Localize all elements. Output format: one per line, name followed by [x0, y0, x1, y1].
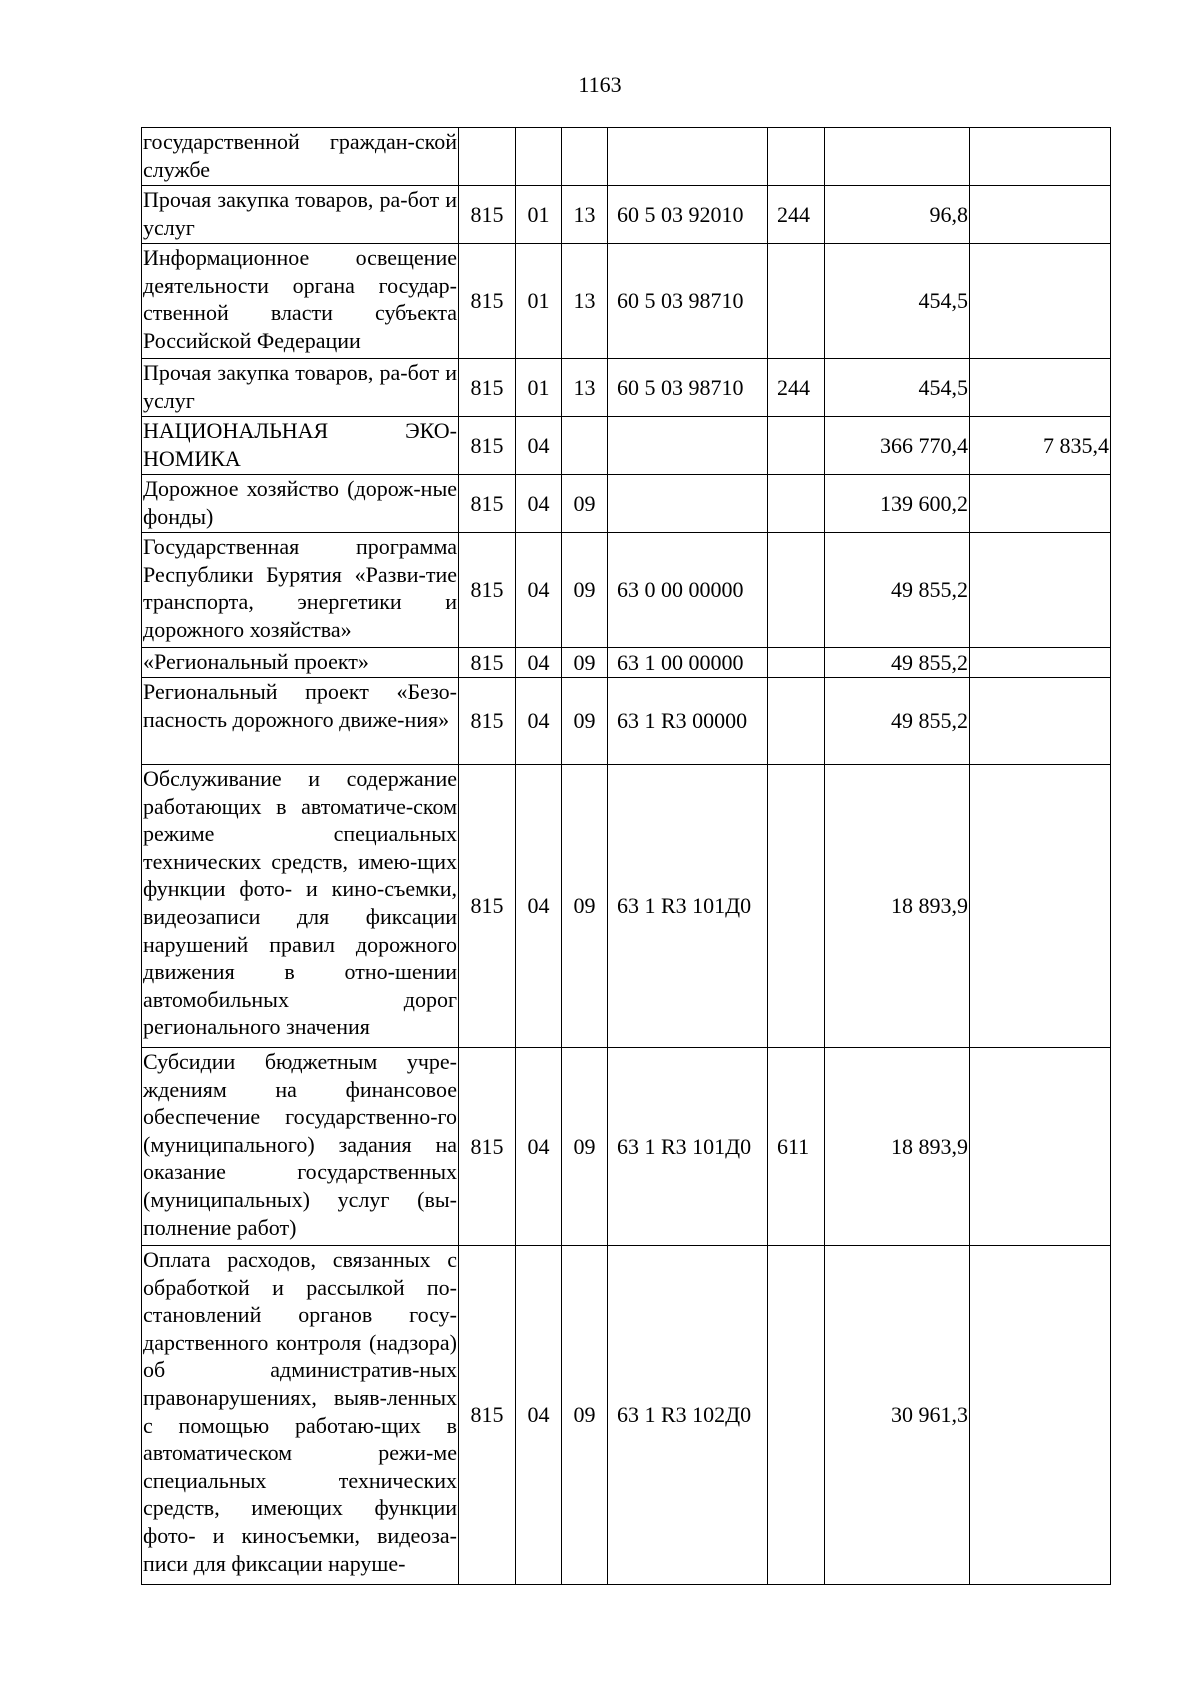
row-amount — [825, 128, 970, 186]
row-amount-secondary — [970, 765, 1111, 1048]
row-csr-code: 60 5 03 98710 — [608, 244, 768, 359]
row-gr-code: 815 — [459, 765, 516, 1048]
row-rz-code: 04 — [516, 678, 562, 765]
row-vr-code — [768, 765, 825, 1048]
row-pr-code: 13 — [562, 244, 608, 359]
row-gr-code — [459, 128, 516, 186]
row-description: Региональный проект «Безо-пасность дорожного движе-ния» — [142, 678, 459, 765]
table-row — [142, 244, 1111, 359]
row-pr-code: 09 — [562, 678, 608, 765]
row-description: Государственная программа Республики Бурятия «Разви-тие транспорта, энергетики и дорожного хозяйства» — [142, 533, 459, 648]
row-rz-code: 04 — [516, 1246, 562, 1585]
row-pr-code: 09 — [562, 648, 608, 678]
table-row — [142, 475, 1111, 533]
row-csr-code: 63 1 R3 101Д0 — [608, 1048, 768, 1246]
table-row — [142, 648, 1111, 678]
row-amount: 96,8 — [825, 186, 970, 244]
row-description: НАЦИОНАЛЬНАЯ ЭКО-НОМИКА — [142, 417, 459, 475]
row-rz-code: 01 — [516, 359, 562, 417]
row-description: Оплата расходов, связанных с обработкой и рассылкой по-становлений органов госу-дарственного контроля (надзора) об административ-ных правонарушениях, выяв-ленных с помощью работаю-щих в автоматическом режи-ме специальных технических средств, имеющих функции фото- и киносъемки, видеоза-писи для фиксации наруше- — [142, 1246, 459, 1585]
row-csr-code: 60 5 03 98710 — [608, 359, 768, 417]
row-gr-code: 815 — [459, 1246, 516, 1585]
row-rz-code: 04 — [516, 1048, 562, 1246]
row-csr-code: 63 1 R3 00000 — [608, 678, 768, 765]
row-vr-code — [768, 475, 825, 533]
row-amount-secondary — [970, 1246, 1111, 1585]
row-description: Обслуживание и содержание работающих в автоматиче-ском режиме специальных технических средств, имею-щих функции фото- и кино-съемки, видеозаписи для фиксации нарушений правил дорожного движения в отно-шении автомобильных дорог регионального значения — [142, 765, 459, 1048]
row-amount: 49 855,2 — [825, 648, 970, 678]
row-amount-secondary — [970, 533, 1111, 648]
row-amount-secondary — [970, 244, 1111, 359]
row-amount-secondary: 7 835,4 — [970, 417, 1111, 475]
row-amount: 454,5 — [825, 359, 970, 417]
row-pr-code: 09 — [562, 533, 608, 648]
row-amount: 30 961,3 — [825, 1246, 970, 1585]
page-number: 1163 — [578, 72, 622, 97]
row-amount: 18 893,9 — [825, 765, 970, 1048]
budget-table-body — [142, 128, 1111, 1585]
row-vr-code: 244 — [768, 186, 825, 244]
row-rz-code: 04 — [516, 417, 562, 475]
row-vr-code — [768, 244, 825, 359]
row-vr-code — [768, 417, 825, 475]
row-amount-secondary — [970, 678, 1111, 765]
row-rz-code: 01 — [516, 186, 562, 244]
row-amount-secondary — [970, 359, 1111, 417]
row-gr-code: 815 — [459, 678, 516, 765]
row-amount: 454,5 — [825, 244, 970, 359]
row-amount: 49 855,2 — [825, 678, 970, 765]
row-csr-code: 63 0 00 00000 — [608, 533, 768, 648]
row-description: государственной граждан-ской службе — [142, 128, 459, 186]
row-pr-code — [562, 417, 608, 475]
row-description: Субсидии бюджетным учре-ждениям на финансовое обеспечение государственно-го (муниципального) задания на оказание государственных (муниципальных) услуг (вы-полнение работ) — [142, 1048, 459, 1246]
table-row — [142, 417, 1111, 475]
table-row — [142, 765, 1111, 1048]
row-vr-code — [768, 128, 825, 186]
row-pr-code: 09 — [562, 475, 608, 533]
table-row — [142, 1048, 1111, 1246]
row-csr-code: 63 1 00 00000 — [608, 648, 768, 678]
row-pr-code: 13 — [562, 186, 608, 244]
row-pr-code: 09 — [562, 1048, 608, 1246]
row-gr-code: 815 — [459, 475, 516, 533]
row-csr-code — [608, 417, 768, 475]
row-amount-secondary — [970, 1048, 1111, 1246]
row-gr-code: 815 — [459, 533, 516, 648]
table-row — [142, 359, 1111, 417]
row-rz-code: 04 — [516, 765, 562, 1048]
row-amount-secondary — [970, 128, 1111, 186]
table-row — [142, 128, 1111, 186]
row-vr-code — [768, 533, 825, 648]
row-rz-code — [516, 128, 562, 186]
row-vr-code: 611 — [768, 1048, 825, 1246]
row-csr-code — [608, 128, 768, 186]
budget-table — [141, 127, 1111, 1585]
row-description: Прочая закупка товаров, ра-бот и услуг — [142, 359, 459, 417]
row-vr-code: 244 — [768, 359, 825, 417]
row-vr-code — [768, 648, 825, 678]
row-csr-code — [608, 475, 768, 533]
row-gr-code: 815 — [459, 1048, 516, 1246]
row-amount: 366 770,4 — [825, 417, 970, 475]
row-csr-code: 63 1 R3 101Д0 — [608, 765, 768, 1048]
row-vr-code — [768, 678, 825, 765]
row-description: «Региональный проект» — [142, 648, 459, 678]
row-amount-secondary — [970, 648, 1111, 678]
row-description: Дорожное хозяйство (дорож-ные фонды) — [142, 475, 459, 533]
row-csr-code: 60 5 03 92010 — [608, 186, 768, 244]
row-pr-code: 09 — [562, 765, 608, 1048]
row-pr-code: 13 — [562, 359, 608, 417]
row-rz-code: 01 — [516, 244, 562, 359]
row-csr-code: 63 1 R3 102Д0 — [608, 1246, 768, 1585]
table-row — [142, 678, 1111, 765]
row-rz-code: 04 — [516, 533, 562, 648]
row-amount: 49 855,2 — [825, 533, 970, 648]
row-pr-code — [562, 128, 608, 186]
row-rz-code: 04 — [516, 648, 562, 678]
row-vr-code — [768, 1246, 825, 1585]
row-description: Прочая закупка товаров, ра-бот и услуг — [142, 186, 459, 244]
row-amount: 139 600,2 — [825, 475, 970, 533]
row-gr-code: 815 — [459, 417, 516, 475]
row-pr-code: 09 — [562, 1246, 608, 1585]
table-row — [142, 186, 1111, 244]
row-gr-code: 815 — [459, 186, 516, 244]
row-gr-code: 815 — [459, 648, 516, 678]
table-row — [142, 1246, 1111, 1585]
row-amount: 18 893,9 — [825, 1048, 970, 1246]
table-row — [142, 533, 1111, 648]
row-amount-secondary — [970, 475, 1111, 533]
row-description: Информационное освещение деятельности органа государ-ственной власти субъекта Российской Федерации — [142, 244, 459, 359]
row-gr-code: 815 — [459, 359, 516, 417]
row-gr-code: 815 — [459, 244, 516, 359]
row-amount-secondary — [970, 186, 1111, 244]
row-rz-code: 04 — [516, 475, 562, 533]
